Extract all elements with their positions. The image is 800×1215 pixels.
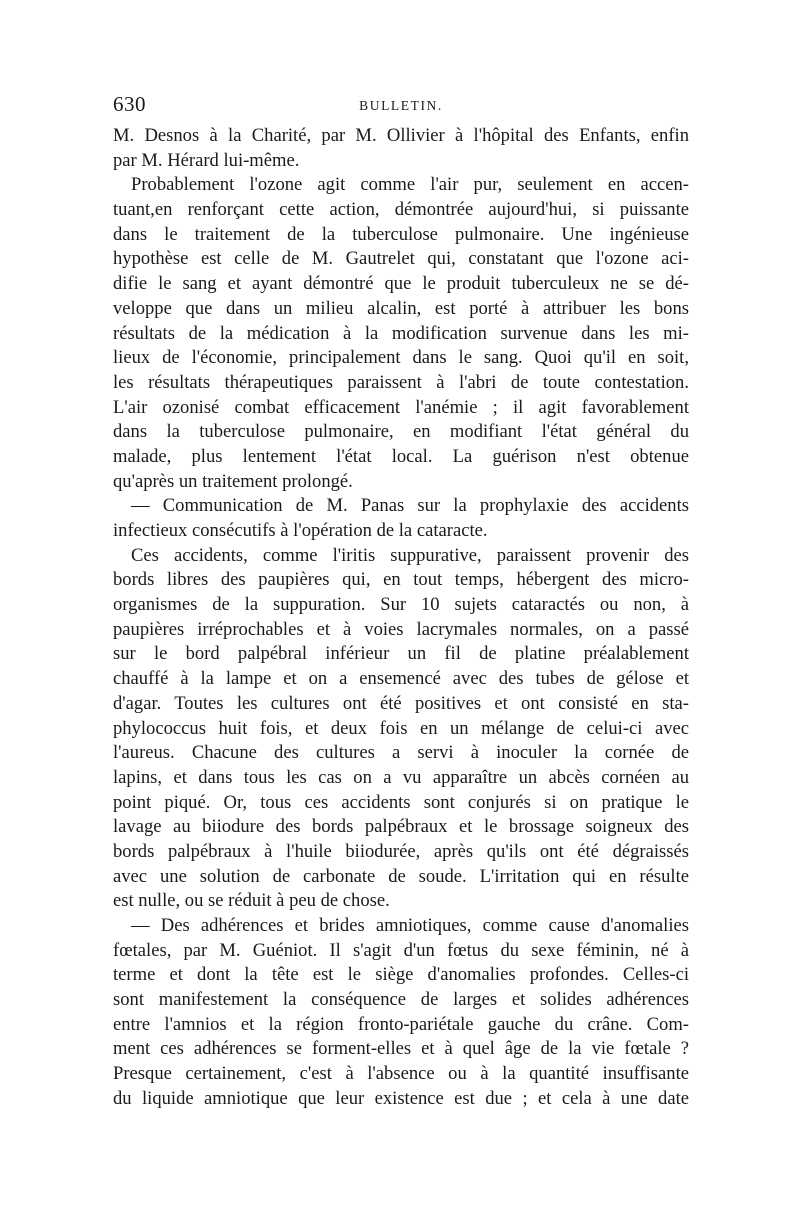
- text-line: est nulle, ou se réduit à peu de chose.: [113, 890, 390, 912]
- text-line: point piqué. Or, tous ces accidents sont conjurés si on pratique le: [113, 791, 689, 813]
- text-line: M. Desnos à la Charité, par M. Ollivier à l'hôpital des Enfants, enfin: [113, 125, 689, 146]
- text-line: bords libres des paupières qui, en tout temps, hébergent des micro-: [113, 569, 689, 591]
- text-line: entre l'amnios et la région fronto-pariétale gauche du crâne. Com-: [113, 1013, 689, 1035]
- text-line: fœtales, par M. Guéniot. Il s'agit d'un fœtus du sexe féminin, né à: [113, 939, 689, 961]
- text-line: qu'après un traitement prolongé.: [113, 470, 353, 492]
- text-line: veloppe que dans un milieu alcalin, est porté à attribuer les bons: [113, 297, 689, 319]
- text-line: L'air ozonisé combat efficacement l'anémie ; il agit favorablement: [113, 396, 689, 418]
- text-line: Probablement l'ozone agit comme l'air pur, seulement en accen-: [131, 174, 689, 196]
- text-line: tuant,en renforçant cette action, démontrée aujourd'hui, si puissante: [113, 199, 689, 221]
- text-line: phylococcus huit fois, et deux fois en un mélange de celui-ci avec: [113, 717, 689, 739]
- body-text: [113, 124, 689, 1112]
- text-line: sur le bord palpébral inférieur un fil de platine préalablement: [113, 643, 689, 665]
- text-line: les résultats thérapeutiques paraissent à l'abri de toute contestation.: [113, 371, 689, 393]
- text-line: avec une solution de carbonate de soude. L'irritation qui en résulte: [113, 865, 689, 887]
- text-line: lieux de l'économie, principalement dans le sang. Quoi qu'il en soit,: [113, 347, 689, 369]
- text-line: malade, plus lentement l'état local. La guérison n'est obtenue: [113, 445, 689, 467]
- text-line: dans le traitement de la tuberculose pulmonaire. Une ingénieuse: [113, 223, 689, 245]
- text-line: organismes de la suppuration. Sur 10 sujets cataractés ou non, à: [113, 594, 689, 616]
- text-line: — Communication de M. Panas sur la prophylaxie des accidents: [131, 495, 689, 517]
- text-line: d'agar. Toutes les cultures ont été positives et ont consisté en sta-: [113, 692, 689, 714]
- text-line: sont manifestement la conséquence de larges et solides adhérences: [113, 989, 689, 1011]
- text-line: hypothèse est celle de M. Gautrelet qui, constatant que l'ozone aci-: [113, 248, 689, 270]
- text-line: du liquide amniotique que leur existence est due ; et cela à une date: [113, 1087, 689, 1109]
- text-line: Presque certainement, c'est à l'absence ou à la quantité insuffisante: [113, 1063, 689, 1085]
- text-line: bords palpébraux à l'huile biiodurée, après qu'ils ont été dégraissés: [113, 840, 689, 862]
- text-line: paupières irréprochables et à voies lacrymales normales, on a passé: [113, 618, 689, 640]
- text-line: lavage au biiodure des bords palpébraux et le brossage soigneux des: [113, 816, 689, 838]
- text-line: terme et dont la tête est le siège d'anomalies profondes. Celles-ci: [113, 964, 689, 986]
- text-line: — Des adhérences et brides amniotiques, comme cause d'anomalies: [131, 915, 689, 936]
- text-line: difie le sang et ayant démontré que le produit tuberculeux ne se dé-: [113, 273, 689, 295]
- text-line: résultats de la médication à la modification survenue dans les mi-: [113, 322, 689, 344]
- text-line: dans la tuberculose pulmonaire, en modifiant l'état général du: [113, 421, 689, 443]
- text-line: Ces accidents, comme l'iritis suppurative, paraissent provenir des: [131, 544, 689, 566]
- text-line: infectieux consécutifs à l'opération de la cataracte.: [113, 520, 488, 541]
- book-page: [113, 90, 689, 1112]
- page-header: [113, 90, 689, 124]
- text-line: par M. Hérard lui-même.: [113, 149, 300, 171]
- text-line: lapins, et dans tous les cas on a vu apparaître un abcès cornéen au: [113, 766, 689, 788]
- page-number: 630: [113, 92, 146, 116]
- text-line: l'aureus. Chacune des cultures a servi à inoculer la cornée de: [113, 742, 689, 764]
- running-title: BULLETIN.: [359, 98, 443, 113]
- text-line: chauffé à la lampe et on a ensemencé avec des tubes de gélose et: [113, 668, 689, 690]
- text-line: ment ces adhérences se forment-elles et à quel âge de la vie fœtale ?: [113, 1038, 689, 1060]
